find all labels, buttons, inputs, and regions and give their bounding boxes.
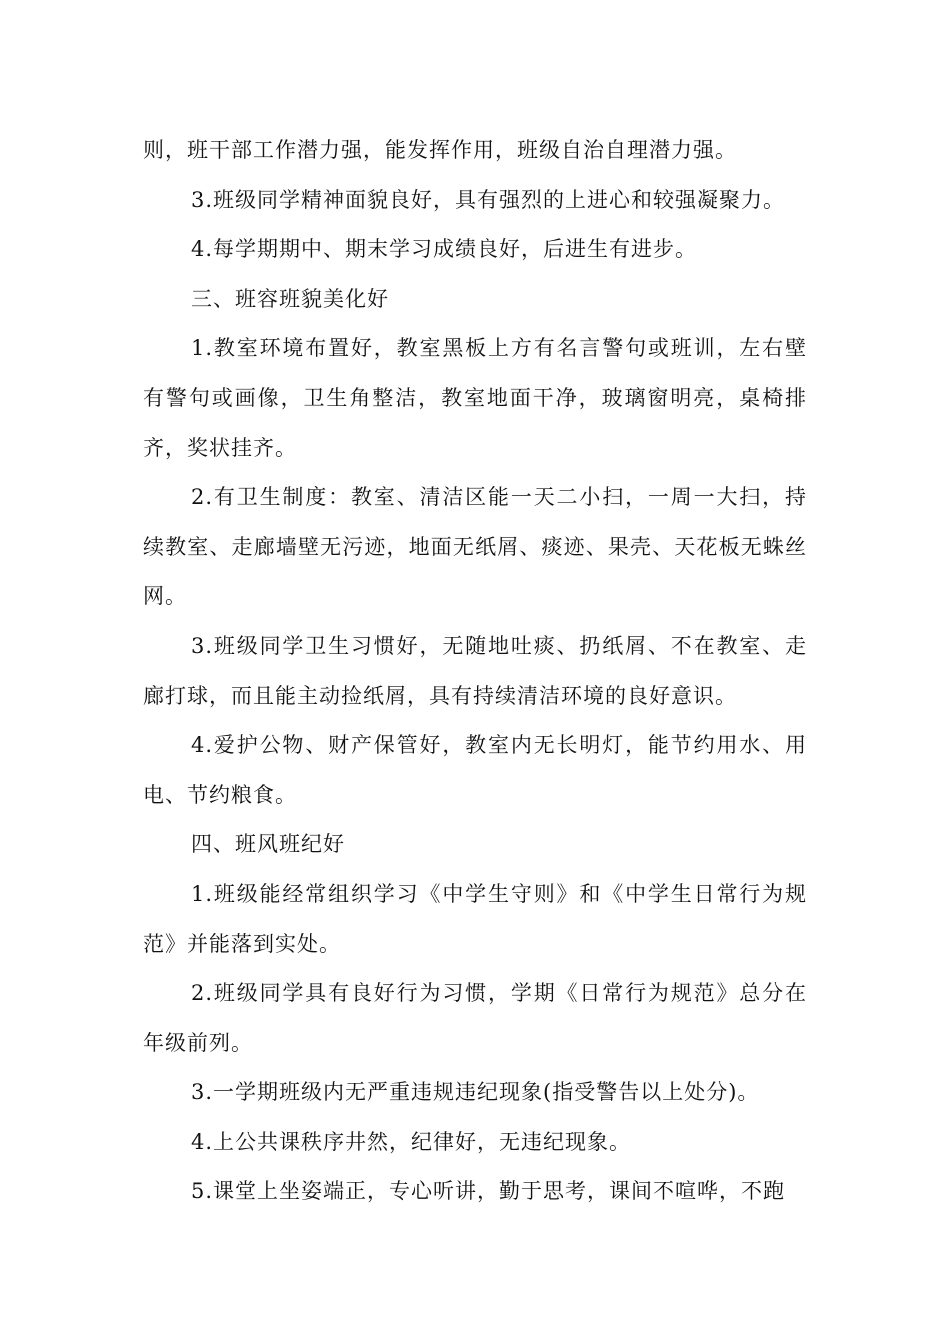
- paragraph-item-3: 3.一学期班级内无严重违规违纪现象(指受警告以上处分)。: [191, 1080, 760, 1105]
- paragraph-item-4: 4.每学期期中、期末学习成绩良好，后进生有进步。: [191, 237, 698, 262]
- document-body: [143, 126, 807, 1217]
- paragraph-item-3: 3.班级同学卫生习惯好，无随地吐痰、扔纸屑、不在教室、走廊打球，而且能主动捡纸屑，具有持续清洁环境的良好意识。: [143, 633, 807, 708]
- paragraph-item-2: 2.班级同学具有良好行为习惯，学期《日常行为规范》总分在年级前列。: [143, 981, 807, 1055]
- section-heading-3: 三、班容班貌美化好: [191, 286, 389, 311]
- paragraph-continuation: 则，班干部工作潜力强，能发挥作用，班级自治自理潜力强。: [143, 138, 737, 162]
- paragraph-item-3: 3.班级同学精神面貌良好，具有强烈的上进心和较强凝聚力。: [191, 187, 786, 212]
- paragraph-item-5: 5.课堂上坐姿端正，专心听讲，勤于思考，课间不喧哗，不跑: [191, 1179, 786, 1204]
- paragraph-item-4: 4.爱护公物、财产保管好，教室内无长明灯，能节约用水、用电、节约粮食。: [143, 733, 807, 807]
- paragraph-item-1: 1.教室环境布置好，教室黑板上方有名言警句或班训，左右壁有警句或画像，卫生角整洁，教室地面干净，玻璃窗明亮，桌椅排齐，奖状挂齐。: [143, 336, 807, 460]
- paragraph-item-2: 2.有卫生制度：教室、清洁区能一天二小扫，一周一大扫，持续教室、走廊墙壁无污迹，地面无纸屑、痰迹、果壳、天花板无蛛丝网。: [143, 485, 807, 609]
- section-heading-4: 四、班风班纪好: [191, 832, 345, 857]
- paragraph-item-4: 4.上公共课秩序井然，纪律好，无违纪现象。: [191, 1129, 632, 1154]
- paragraph-item-1: 1.班级能经常组织学习《中学生守则》和《中学生日常行为规范》并能落到实处。: [143, 881, 807, 956]
